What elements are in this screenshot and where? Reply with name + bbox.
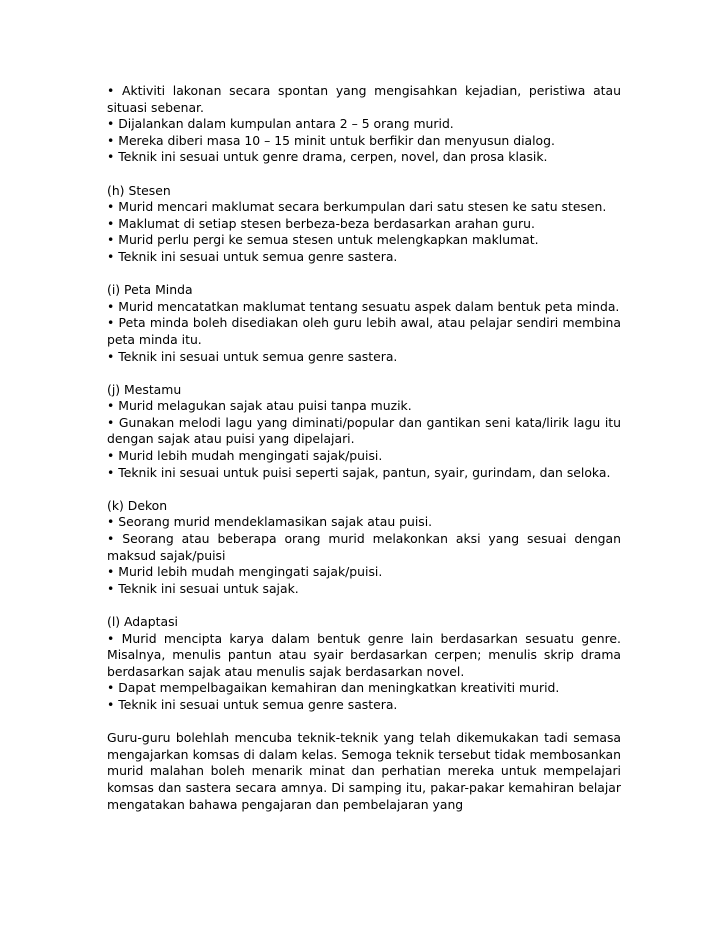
section-heading: (h) Stesen bbox=[107, 182, 171, 198]
bullet-item: • Maklumat di setiap stesen berbeza-beza berdasarkan arahan guru. bbox=[107, 215, 535, 231]
bullet-item: • Mereka diberi masa 10 – 15 minit untuk berfikir dan menyusun dialog. bbox=[107, 132, 555, 148]
bullet-item: • Teknik ini sesuai untuk sajak. bbox=[107, 580, 299, 596]
section-heading: (l) Adaptasi bbox=[107, 614, 178, 629]
bullet-item: • Murid mencari maklumat secara berkumpulan dari satu stesen ke satu stesen. bbox=[107, 199, 607, 215]
bullet-item: • Murid mencatatkan maklumat tentang sesuatu aspek dalam bentuk peta minda. bbox=[107, 298, 620, 314]
section-mestamu bbox=[107, 382, 621, 482]
intro-block bbox=[107, 83, 621, 166]
section-heading: (j) Mestamu bbox=[107, 381, 182, 397]
bullet-item: • Murid lebih mudah mengingati sajak/puisi. bbox=[107, 448, 383, 464]
bullet-item: • Gunakan melodi lagu yang diminati/popular dan gantikan seni kata/lirik lagu itu dengan sajak atau puisi yang dipelajari. bbox=[107, 414, 621, 447]
bullet-item: • Murid perlu pergi ke semua stesen untuk melengkapkan maklumat. bbox=[107, 232, 539, 248]
section-dekon bbox=[107, 498, 621, 598]
bullet-item: • Teknik ini sesuai untuk genre drama, cerpen, novel, dan prosa klasik. bbox=[107, 149, 548, 165]
bullet-item: • Teknik ini sesuai untuk puisi seperti sajak, pantun, syair, gurindam, dan seloka. bbox=[107, 464, 611, 480]
bullet-item: • Teknik ini sesuai untuk semua genre sastera. bbox=[107, 348, 398, 364]
bullet-item: • Murid melagukan sajak atau puisi tanpa muzik. bbox=[107, 398, 412, 414]
bullet-item: • Aktiviti lakonan secara spontan yang mengisahkan kejadian, peristiwa atau situasi sebenar. bbox=[107, 83, 621, 115]
bullet-item: • Seorang atau beberapa orang murid melakonkan aksi yang sesuai dengan maksud sajak/puisi bbox=[107, 531, 621, 563]
bullet-item: • Peta minda boleh disediakan oleh guru lebih awal, atau pelajar sendiri membina peta minda itu. bbox=[107, 315, 621, 347]
section-heading: (i) Peta Minda bbox=[107, 282, 193, 298]
section-heading: (k) Dekon bbox=[107, 497, 168, 513]
document-page bbox=[107, 83, 621, 813]
bullet-item: • Dijalankan dalam kumpulan antara 2 – 5 orang murid. bbox=[107, 116, 454, 132]
closing-paragraph: Guru-guru bolehlah mencuba teknik-teknik yang telah dikemukakan tadi semasa mengajarkan komsas di dalam kelas. Semoga teknik tersebut tidak membosankan murid malahan boleh menarik minat dan perhatian mereka untuk mempelajari komsas dan sastera secara amnya. Di samping itu, pakar-pakar kemahiran belajar mengatakan bahawa pengajaran dan pembelajaran yang bbox=[107, 730, 621, 812]
bullet-item: • Teknik ini sesuai untuk semua genre sastera. bbox=[107, 248, 398, 264]
section-peta-minda bbox=[107, 282, 621, 365]
bullet-item: • Seorang murid mendeklamasikan sajak atau puisi. bbox=[107, 514, 433, 530]
section-stesen bbox=[107, 183, 621, 266]
bullet-item: • Murid mencipta karya dalam bentuk genre lain berdasarkan sesuatu genre. Misalnya, menulis pantun atau syair berdasarkan cerpen; menulis skrip drama berdasarkan sajak atau menulis sajak berdasarkan novel. bbox=[107, 630, 621, 679]
bullet-item: • Murid lebih mudah mengingati sajak/puisi. bbox=[107, 564, 383, 580]
bullet-item: • Teknik ini sesuai untuk semua genre sastera. bbox=[107, 696, 398, 712]
bullet-item: • Dapat mempelbagaikan kemahiran dan meningkatkan kreativiti murid. bbox=[107, 680, 560, 696]
section-adaptasi bbox=[107, 614, 621, 714]
